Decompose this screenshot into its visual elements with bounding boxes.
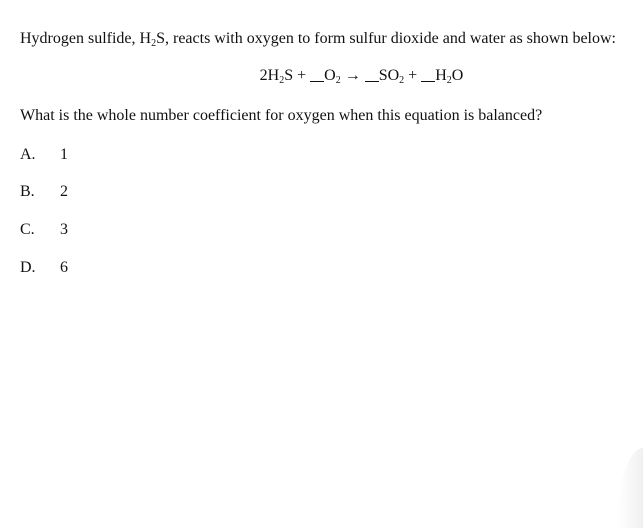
- choice-b[interactable]: [20, 182, 68, 202]
- choice-value: 2: [60, 183, 68, 200]
- equation-h2s-coef: 2H: [259, 67, 280, 84]
- equation-o2-subscript: 2: [335, 75, 341, 86]
- so2-blank: [365, 67, 379, 82]
- reaction-arrow: →: [340, 67, 365, 84]
- choice-letter: C.: [20, 221, 35, 238]
- equation-so2: SO: [378, 67, 400, 84]
- oxygen-blank: [310, 67, 324, 82]
- question-prompt: What is the whole number coefficient for oxygen when this equation is balanced?: [20, 107, 543, 124]
- equation-plus: +: [404, 67, 422, 84]
- chemical-equation: [0, 66, 643, 86]
- equation-h2s-s: S +: [284, 67, 311, 84]
- choice-c[interactable]: [20, 220, 68, 240]
- choice-value: 1: [60, 146, 68, 163]
- choice-letter: A.: [20, 146, 36, 163]
- intro-text-start: Hydrogen sulfide, H: [20, 30, 152, 47]
- equation-h2o-subscript: 2: [446, 75, 452, 86]
- equation-o2: O: [324, 67, 336, 84]
- choice-value: 3: [60, 221, 68, 238]
- intro-text-end: S, reacts with oxygen to form sulfur dioxide and water as shown below:: [156, 30, 616, 47]
- choice-d[interactable]: [20, 258, 68, 278]
- equation-h2o-o: O: [451, 67, 464, 84]
- question-intro: [20, 29, 616, 49]
- choice-letter: B.: [20, 183, 35, 200]
- choice-value: 6: [60, 259, 68, 276]
- choice-a[interactable]: [20, 145, 68, 165]
- choice-letter: D.: [20, 259, 36, 276]
- equation-so2-subscript: 2: [399, 75, 405, 86]
- equation-h2s-subscript: 2: [279, 75, 285, 86]
- intro-subscript: 2: [151, 38, 157, 49]
- equation-h2o-h: H: [435, 67, 447, 84]
- h2o-blank: [421, 67, 435, 82]
- page-corner-shadow: [617, 448, 643, 528]
